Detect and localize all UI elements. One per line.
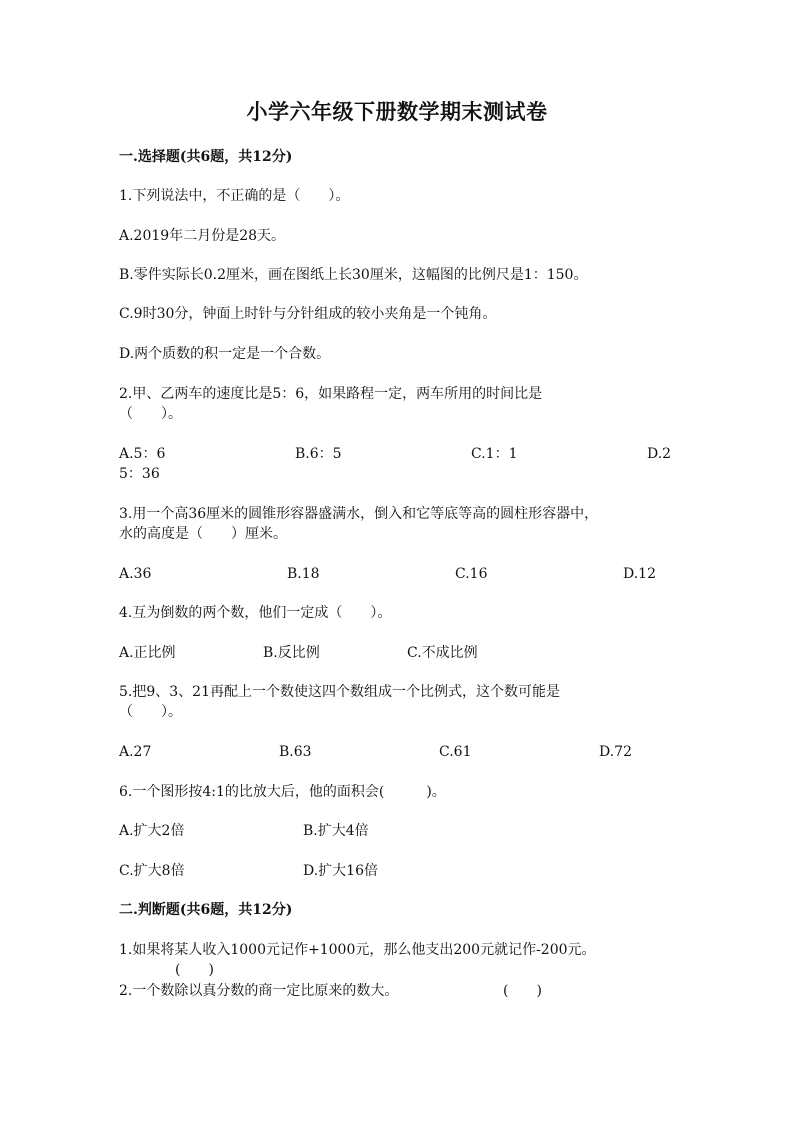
option-c: C.不成比例 [407, 645, 478, 661]
question-stem: 2.一个数除以真分数的商一定比原来的数大。 [119, 983, 399, 999]
option-a: A.27 [119, 744, 152, 760]
option-c: C.16 [455, 566, 488, 582]
question-stem: 1.如果将某人收入1000元记作+1000元，那么他支出200元就记作-200元。 [119, 942, 596, 958]
question-stem: 4.互为倒数的两个数，他们一定成（ ）。 [119, 605, 392, 621]
question-stem-continued: （ ）。 [119, 406, 182, 422]
option-d: D.扩大16倍 [303, 863, 378, 879]
answer-blank: ( ) [503, 983, 542, 999]
option-b: B.6：5 [295, 446, 342, 462]
option-c: C.9时30分，钟面上时针与分针组成的较小夹角是一个钝角。 [119, 306, 497, 322]
question-stem-continued: 水的高度是（ ）厘米。 [119, 526, 287, 542]
option-d-continued: 5：36 [119, 466, 160, 482]
option-d: D.两个质数的积一定是一个合数。 [119, 346, 331, 362]
option-c: C.扩大8倍 [119, 863, 185, 879]
option-c: C.61 [439, 744, 472, 760]
option-a: A.扩大2倍 [119, 823, 185, 839]
question-stem: 6.一个图形按4:1的比放大后，他的面积会( )。 [119, 784, 446, 800]
question-stem: 2.甲、乙两车的速度比是5：6，如果路程一定，两车所用的时间比是 [119, 386, 543, 402]
option-a: A.36 [119, 566, 152, 582]
option-a: A.2019年二月份是28天。 [119, 228, 286, 244]
question-stem: 3.用一个高36厘米的圆锥形容器盛满水，倒入和它等底等高的圆柱形容器中， [119, 506, 599, 522]
section-heading-judgement: 二.判断题(共6题，共12分) [119, 902, 293, 918]
option-b: B.反比例 [263, 645, 320, 661]
option-a: A.5：6 [119, 446, 166, 462]
option-b: B.零件实际长0.2厘米，画在图纸上长30厘米，这幅图的比例尺是1：150。 [119, 267, 588, 283]
option-d: D.2 [647, 446, 672, 462]
section-heading-choice: 一.选择题(共6题，共12分) [119, 149, 293, 165]
question-stem-continued: （ ）。 [119, 704, 182, 720]
option-b: B.63 [279, 744, 312, 760]
question-stem: 5.把9、3、21再配上一个数使这四个数组成一个比例式，这个数可能是 [119, 684, 560, 700]
option-d: D.72 [599, 744, 632, 760]
option-c: C.1：1 [471, 446, 518, 462]
answer-blank: ( ) [175, 962, 214, 978]
option-b: B.18 [287, 566, 320, 582]
option-a: A.正比例 [119, 645, 176, 661]
page-title: 小学六年级下册数学期末测试卷 [246, 99, 548, 124]
option-d: D.12 [623, 566, 656, 582]
question-stem: 1.下列说法中，不正确的是（ ）。 [119, 188, 350, 204]
option-b: B.扩大4倍 [303, 823, 369, 839]
